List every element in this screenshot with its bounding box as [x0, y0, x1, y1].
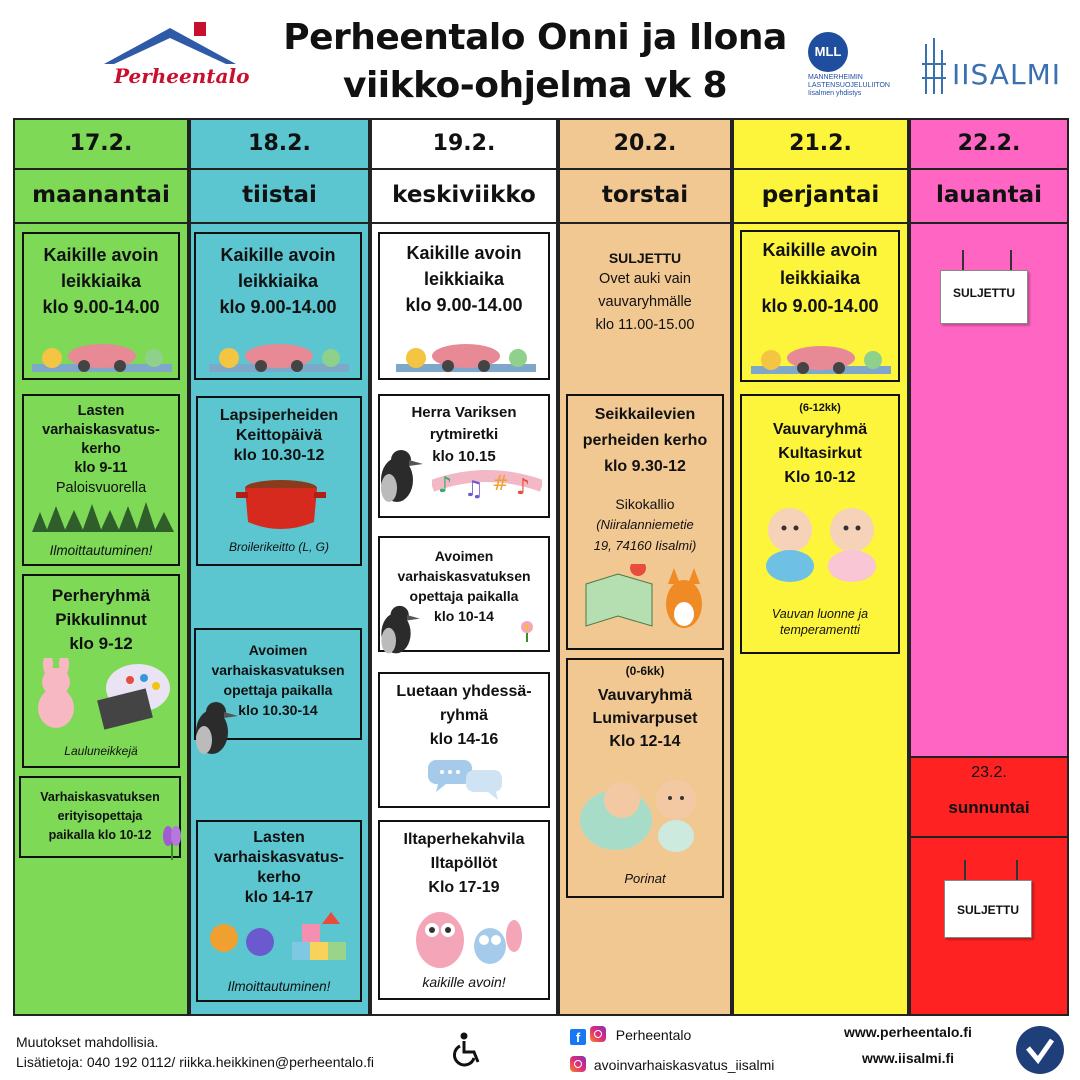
event-text: Iltaperhekahvila Iltapöllöt Klo 17-19 [403, 831, 525, 896]
closed-text: Ovet auki vain vauvaryhmälle klo 11.00-15.00 [595, 271, 695, 333]
toy-car-icon [388, 334, 544, 374]
event-text: Kaikille avoin leikkiaika klo 9.00-14.00 [405, 243, 523, 315]
babies-icon [756, 500, 886, 584]
event-note: Ilmoittautuminen! [227, 979, 331, 994]
sign-wire [964, 860, 966, 882]
day-name: tiistai [191, 170, 368, 224]
mll-abbr: MLL [808, 32, 848, 72]
soup-pot-icon [236, 476, 326, 532]
event-fri-baby-group [740, 394, 900, 654]
event-wed-evening-cafe [378, 820, 550, 1000]
iisalmi-wordmark: IISALMI [952, 58, 1061, 91]
event-wed-reading [378, 672, 550, 808]
event-text: Luetaan yhdessä- ryhmä klo 14-16 [396, 683, 532, 748]
day-date: 18.2. [191, 120, 368, 170]
wheelchair-icon [450, 1032, 484, 1068]
perheentalo-logo-text: Perheentalo [114, 64, 250, 88]
instagram-label: avoinvarhaiskasvatus_iisalmi [593, 1057, 775, 1073]
toy-car-icon [750, 336, 892, 376]
handprints-and-blocks-icon [204, 912, 354, 972]
event-text: Lasten varhaiskasvatus- kerho klo 9-11 [42, 403, 160, 476]
facebook-icon: f [570, 1029, 586, 1045]
event-tue-playtime [194, 232, 362, 380]
event-text: Seikkailevien perheiden kerho klo 9.30-12 [582, 406, 708, 475]
closed-title: SULJETTU [608, 250, 682, 266]
closed-sign-sunday [944, 880, 1032, 938]
speech-bubbles-icon [424, 756, 508, 800]
facebook-link[interactable] [570, 1026, 691, 1045]
day-name: lauantai [911, 170, 1067, 224]
event-text: Kaikille avoin leikkiaika klo 9.00-14.00 [219, 245, 337, 317]
event-mon-club [22, 394, 180, 566]
day-name: perjantai [734, 170, 907, 224]
event-text: Avoimen varhaiskasvatuksen opettaja paikalla klo 10.30-14 [211, 642, 345, 718]
event-tue-club [196, 820, 362, 1002]
divider [911, 836, 1067, 838]
instagram-link[interactable] [570, 1056, 774, 1073]
day-name: keskiviikko [372, 170, 556, 224]
event-text: Lapsiperheiden Keittopäivä klo 10.30-12 [219, 407, 339, 464]
day-name: sunnuntai [948, 798, 1030, 817]
event-address: (Niiralanniemetie 19, 74160 Iisalmi) [593, 517, 697, 553]
event-text: Varhaiskasvatuksen erityisopettaja paikalla klo 10-12 [40, 790, 160, 842]
event-text: Kaikille avoin leikkiaika klo 9.00-14.00 [42, 245, 160, 317]
event-mon-family-group [22, 574, 180, 768]
contact-info: Lisätietoja: 040 192 0112/ riikka.heikkinen@perheentalo.fi [16, 1054, 374, 1070]
day-date: 17.2. [15, 120, 187, 170]
owls-icon [404, 906, 524, 970]
website-link-iisalmi[interactable]: www.iisalmi.fi [862, 1050, 955, 1066]
event-text: Avoimen varhaiskasvatuksen opettaja paikalla klo 10-14 [397, 548, 531, 624]
day-date: 19.2. [372, 120, 556, 170]
event-wed-playtime [378, 232, 550, 380]
map-and-fox-icon [582, 564, 712, 638]
event-age: (6-12kk) [799, 402, 841, 414]
event-age: (0-6kk) [625, 664, 665, 678]
instagram-icon [570, 1056, 586, 1072]
perheentalo-logo [100, 20, 250, 100]
crow-puppet-icon [182, 700, 242, 770]
event-note: Vauvan luonne ja temperamentti [771, 607, 869, 637]
event-note: Lauluneikkejä [64, 744, 138, 758]
sign-wire [1016, 860, 1018, 882]
event-text: Vauvaryhmä Kultasirkut Klo 10-12 [772, 421, 868, 486]
event-place: Sikokallio [615, 496, 675, 512]
changes-note: Muutokset mahdollisia. [16, 1034, 159, 1050]
event-text: Lasten varhaiskasvatus- kerho klo 14-17 [214, 829, 344, 906]
house-roof-icon [100, 20, 240, 70]
crow-puppet-icon [366, 604, 426, 668]
event-text: Herra Variksen rytmiretki klo 10.15 [411, 404, 517, 465]
event-note: kaikille avoin! [422, 974, 506, 990]
website-link-perheentalo[interactable]: www.perheentalo.fi [844, 1024, 972, 1040]
forest-icon [26, 500, 176, 534]
bunny-and-paints-icon [28, 658, 178, 732]
title-line-2: viikko-ohjelma vk 8 [342, 65, 728, 106]
mll-logo [808, 32, 908, 102]
event-thu-baby-group [566, 658, 724, 898]
svg-text:♪: ♪ [438, 473, 453, 498]
event-fri-playtime [740, 230, 900, 382]
svg-text:#: # [492, 471, 509, 495]
event-text: Kaikille avoin leikkiaika klo 9.00-14.00 [761, 240, 879, 316]
svg-text:♫: ♫ [464, 477, 484, 502]
babies-icon [572, 770, 718, 854]
iisalmi-logo [918, 30, 1063, 100]
event-thu-closed-notice [562, 250, 728, 337]
organization-seal-icon [1014, 1024, 1066, 1076]
sign-wire [962, 250, 964, 272]
crocus-flower-icon [159, 826, 185, 860]
closed-sign-text: SULJETTU [952, 286, 1015, 300]
closed-sign-saturday [940, 270, 1028, 324]
event-note: Broilerikeitto (L, G) [228, 540, 330, 554]
toy-car-icon [32, 334, 172, 374]
day-name: maanantai [15, 170, 187, 224]
svg-text:♪: ♪ [516, 475, 531, 500]
event-text: Perheryhmä Pikkulinnut klo 9-12 [51, 586, 151, 653]
music-notes-icon [432, 466, 542, 506]
event-mon-playtime [22, 232, 180, 380]
instagram-icon [590, 1026, 606, 1042]
day-date: 22.2. [911, 120, 1067, 170]
event-note: Porinat [624, 871, 666, 886]
closed-sign-text: SULJETTU [956, 903, 1019, 917]
day-date: 20.2. [560, 120, 730, 170]
event-note: Ilmoittautuminen! [49, 543, 153, 558]
event-tue-soup-day [196, 396, 362, 566]
page-title [270, 14, 800, 110]
day-date: 21.2. [734, 120, 907, 170]
day-name: torstai [560, 170, 730, 224]
title-line-1: Perheentalo Onni ja Ilona [283, 17, 787, 58]
event-place: Paloisvuorella [55, 480, 147, 496]
iisalmi-tower-icon [918, 34, 952, 98]
event-mon-special-teacher [19, 776, 181, 858]
event-thu-adventure-club [566, 394, 724, 650]
toy-car-icon [204, 334, 354, 374]
day-date: 23.2. [971, 764, 1007, 781]
mll-text: MANNERHEIMIN LASTENSUOJELULIITON Iisalmen yhdistys [808, 74, 890, 97]
event-text: Vauvaryhmä Lumivarpuset Klo 12-14 [592, 687, 698, 750]
crow-puppet-icon [362, 448, 432, 518]
sign-wire [1010, 250, 1012, 272]
facebook-label: Perheentalo [615, 1027, 692, 1043]
flower-icon [518, 620, 536, 642]
